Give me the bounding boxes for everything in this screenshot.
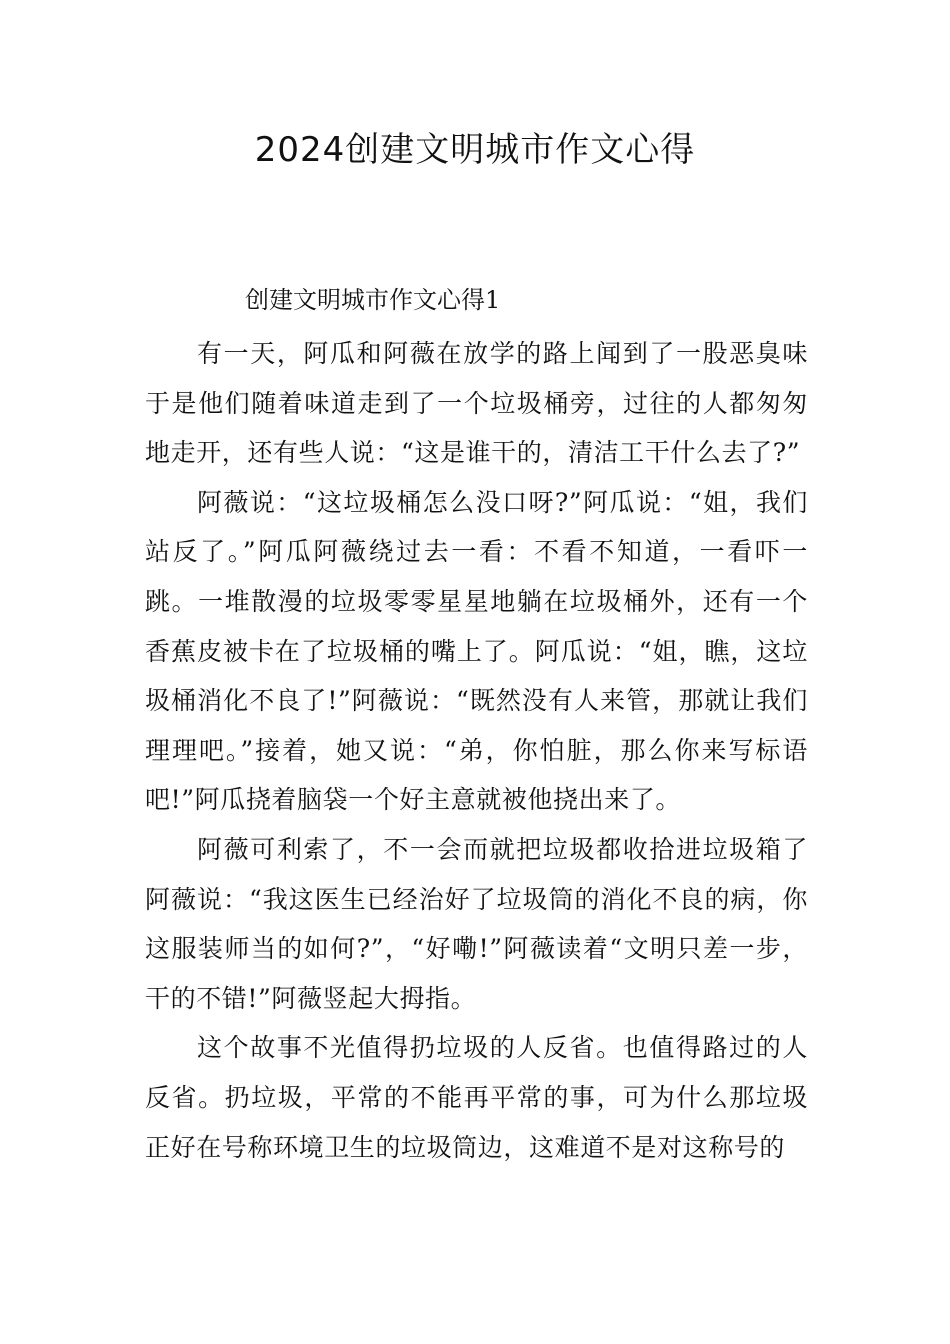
paragraph-4: 这个故事不光值得扔垃圾的人反省。也值得路过的人反省。扔垃圾，平常的不能再平常的事，可为什么那垃圾正好在号称环境卫生的垃圾筒边，这难道不是对这称号的 — [145, 1033, 808, 1162]
document-body — [145, 329, 808, 1172]
paragraph-2: 阿薇说：“这垃圾桶怎么没口呀?”阿瓜说：“姐，我们站反了。”阿瓜阿薇绕过去一看：不看不知道，一看吓一跳。一堆散漫的垃圾零零星星地躺在垃圾桶外，还有一个香蕉皮被卡在了垃圾桶的嘴上了。阿瓜说：“姐，瞧，这垃圾桶消化不良了!”阿薇说：“既然没有人来管，那就让我们理理吧。”接着，她又说：“弟，你怕脏，那么你来写标语吧!”阿瓜挠着脑袋一个好主意就被他挠出来了。 — [145, 487, 808, 815]
paragraph-1: 有一天，阿瓜和阿薇在放学的路上闻到了一股恶臭味于是他们随着味道走到了一个垃圾桶旁，过往的人都匆匆地走开，还有些人说：“这是谁干的，清洁工干什么去了?” — [145, 339, 808, 468]
document-title: 2024创建文明城市作文心得 — [254, 130, 696, 170]
section-title: 创建文明城市作文心得1 — [245, 286, 501, 314]
paragraph-3: 阿薇可利索了，不一会而就把垃圾都收拾进垃圾箱了阿薇说：“我这医生已经治好了垃圾筒的消化不良的病，你这服装师当的如何?”，“好嘞!”阿薇读着“文明只差一步，干的不错!”阿薇竖起大拇指。 — [145, 834, 808, 1013]
